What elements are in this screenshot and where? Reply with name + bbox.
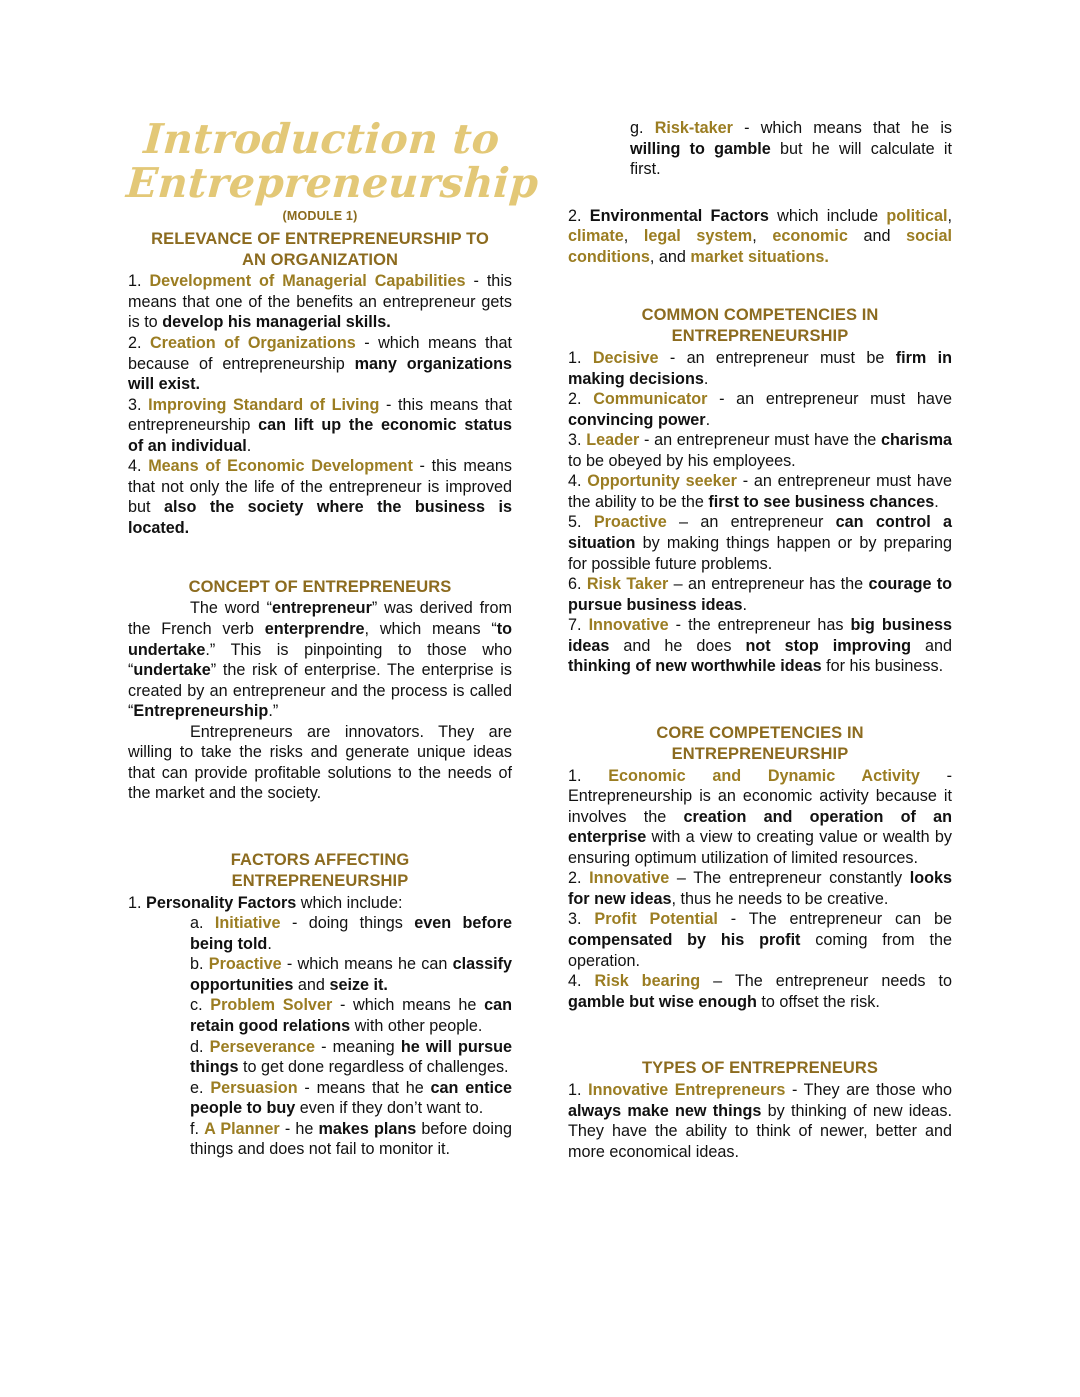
section-heading-factors <box>128 850 512 892</box>
list-item <box>128 456 512 538</box>
item-number: 3. <box>128 395 142 414</box>
section-heading-types: TYPES OF ENTREPRENEURS <box>642 1059 878 1078</box>
item-text-mid-2: and <box>911 636 952 655</box>
item-text: Entrepreneurship is an economic activity because it involves the <box>568 787 952 826</box>
item-dash: - <box>644 431 650 450</box>
item-term: Economic and Dynamic Activity <box>608 766 920 785</box>
item-text-tail: . <box>934 492 939 511</box>
item-term: Proactive <box>593 513 667 532</box>
list-item <box>128 395 512 457</box>
list-item <box>128 1119 512 1160</box>
item-text-tail: even if they don’t want to. <box>295 1099 484 1118</box>
section-heading-common-competencies <box>568 305 952 347</box>
item-term: Risk bearing <box>594 972 701 991</box>
item-term: Means of Economic Development <box>148 457 413 476</box>
item-text-tail: by thinking of new ideas. They have the ability to think of newer, better and more economical ideas. <box>568 1101 952 1161</box>
item-bold: he will pursue things <box>190 1037 512 1077</box>
item-bold-2: not stop improving <box>745 636 911 655</box>
item-text-tail: . <box>246 436 252 455</box>
item-text-tail: . <box>742 595 748 614</box>
item-term: Decisive <box>592 348 659 367</box>
list-item <box>128 913 512 954</box>
item-number: 7. <box>568 616 582 635</box>
title-block <box>124 115 540 223</box>
item-term-5: social conditions <box>568 227 953 266</box>
item-bold: convincing power <box>568 410 706 429</box>
list-item <box>568 430 952 471</box>
item-dash: - <box>946 766 953 785</box>
item-text: an entrepreneur must be <box>686 348 896 367</box>
item-bold: can entice people to buy <box>190 1078 513 1118</box>
heading-line-2: ENTREPRENEURSHIP <box>671 327 849 346</box>
list-item <box>568 512 952 574</box>
item-term: Risk Taker <box>586 575 669 594</box>
item-term: Creation of Organizations <box>149 333 356 352</box>
left-column <box>124 115 540 1162</box>
title-line-1: Introduction to <box>142 115 502 163</box>
list-item <box>568 348 952 389</box>
page-title <box>124 115 540 207</box>
item-dash: - <box>669 348 676 367</box>
item-bold: gamble but wise enough <box>568 992 757 1011</box>
item-dash: - <box>419 457 425 476</box>
item-term: Proactive <box>208 955 282 974</box>
item-letter: a. <box>190 914 204 933</box>
item-bold: many organizations will exist. <box>128 354 512 394</box>
list-item <box>128 995 512 1036</box>
item-bold: develop his managerial skills. <box>162 313 391 332</box>
item-dash: - <box>675 616 682 635</box>
list-item <box>568 868 952 909</box>
item-letter: g. <box>630 119 644 137</box>
item-bold: can retain good relations <box>190 996 513 1035</box>
item-letter: b. <box>190 955 204 974</box>
item-bold: charisma <box>880 431 953 450</box>
item-text: an entrepreneur must have the <box>654 431 881 450</box>
item-bold: always make new things <box>568 1101 762 1120</box>
item-dash: - <box>385 395 392 414</box>
item-number: 3. <box>568 910 582 929</box>
item-text: which means that because of entrepreneurship <box>128 333 513 373</box>
heading-line-1: COMMON COMPETENCIES IN <box>641 306 879 325</box>
item-text-tail: to get done regardless of challenges. <box>238 1058 509 1077</box>
item-text: which means he can <box>297 955 453 974</box>
item-bold: firm in making decisions <box>568 348 952 388</box>
item-letter: c. <box>190 996 203 1015</box>
item-number: 2. <box>568 206 582 225</box>
item-text-tail: to be obeyed by his employees. <box>568 451 796 470</box>
item-dash: – <box>673 575 683 594</box>
item-text: The entrepreneur can be <box>748 910 952 929</box>
item-text: this means that entrepreneurship <box>128 395 512 435</box>
item-dash: - <box>304 1078 310 1097</box>
item-number: 1. <box>128 893 142 912</box>
section-heading-relevance <box>128 229 512 271</box>
item-number: 1. <box>568 348 582 367</box>
item-bold: big business ideas <box>568 616 952 655</box>
list-item <box>568 574 952 615</box>
item-text: meaning <box>332 1037 401 1056</box>
item-number: 4. <box>568 972 582 991</box>
item-term: Risk-taker <box>654 119 733 137</box>
item-number: 2. <box>128 333 142 352</box>
item-bold: looks for new ideas <box>568 869 952 908</box>
list-item <box>128 1078 512 1119</box>
item-dash: - <box>339 996 346 1015</box>
list-item <box>568 1080 952 1162</box>
item-bold: even before being told <box>190 914 512 953</box>
item-number: 2. <box>568 390 582 409</box>
list-item <box>568 471 952 512</box>
item-number: 2. <box>568 869 582 888</box>
list-item <box>568 909 952 971</box>
list-item <box>568 971 952 1012</box>
item-dash: - <box>286 955 293 974</box>
item-bold: courage to pursue business ideas <box>568 575 953 614</box>
item-text-tail: with other people. <box>350 1016 483 1035</box>
item-text-tail: before doing things and does not fail to monitor it. <box>190 1119 512 1159</box>
item-term-6: market situations <box>690 247 825 266</box>
item-term: A Planner <box>204 1119 280 1138</box>
heading-line-2: ENTREPRENEURSHIP <box>671 744 849 763</box>
item-text: The entrepreneur needs to <box>734 972 952 991</box>
item-bold-3: thinking of new worthwhile ideas <box>568 657 822 676</box>
item-text-tail: . <box>705 410 711 429</box>
item-text-tail: by making things happen or by preparing for possible future problems. <box>568 534 952 573</box>
item-text-tail: with a view to creating value or wealth by ensuring optimum utilization of limited resources. <box>568 828 952 867</box>
item-dash: - <box>719 390 725 409</box>
item-text: which means he <box>353 996 485 1015</box>
item-dash: - <box>284 1119 291 1138</box>
item-text-tail: for his business. <box>821 657 944 676</box>
item-number: 3. <box>568 431 582 450</box>
heading-line-2: ENTREPRENEURSHIP <box>231 871 409 890</box>
item-number: 1. <box>568 1081 582 1100</box>
heading-line-1: CORE COMPETENCIES IN <box>656 723 864 742</box>
item-number: 5. <box>568 513 582 532</box>
item-bold-2: seize it. <box>329 975 388 994</box>
list-item <box>568 766 952 869</box>
list-item <box>568 615 952 677</box>
item-text: The entrepreneur constantly <box>693 869 910 888</box>
item-text: means that he <box>316 1078 431 1097</box>
item-dash: - <box>473 272 479 291</box>
list-item <box>568 118 952 180</box>
item-term: Innovative <box>589 869 670 888</box>
list-item <box>128 954 512 995</box>
item-term: Profit Potential <box>594 910 718 929</box>
item-text-tail: . <box>267 934 272 953</box>
section-heading-concept: CONCEPT OF ENTREPRENEURS <box>188 577 452 596</box>
item-dash: - <box>744 119 750 137</box>
item-tail: . <box>824 247 829 266</box>
item-text: doing things <box>308 914 415 933</box>
two-column-layout <box>124 115 953 1162</box>
item-text-tail: to offset the risk. <box>756 992 880 1011</box>
item-text: the entrepreneur has <box>688 616 851 635</box>
item-bold: also the society where the business is located. <box>128 498 512 538</box>
item-number: 4. <box>128 457 142 476</box>
item-term: Leader <box>586 431 640 450</box>
item-bold: makes plans <box>318 1119 417 1138</box>
item-term: Innovative Entrepreneurs <box>588 1081 786 1100</box>
item-number: 6. <box>568 575 582 594</box>
item-text: They are those who <box>803 1081 953 1100</box>
item-text-mid-1: and he does <box>609 636 746 655</box>
item-dash: – <box>713 972 723 991</box>
item-bold: compensated by his profit <box>568 931 801 949</box>
item-text-tail: coming from the operation. <box>568 931 952 970</box>
item-number: 4. <box>568 472 582 491</box>
item-text: he <box>295 1119 319 1138</box>
item-text: this means that not only the life of the entrepreneur is improved but <box>128 457 513 517</box>
item-letter: f. <box>190 1119 199 1138</box>
item-dash: – <box>679 513 689 532</box>
heading-line-1: FACTORS AFFECTING <box>230 851 410 869</box>
item-term: Communicator <box>593 390 708 409</box>
heading-line-2: AN ORGANIZATION <box>241 250 399 269</box>
item-term: Innovative <box>588 616 669 635</box>
item-term: Problem Solver <box>210 996 333 1015</box>
item-dash: - <box>730 910 737 929</box>
item-dash: - <box>791 1081 798 1100</box>
item-text: this means that one of the benefits an entrepreneur gets is to <box>128 272 513 332</box>
item-bold: Personality Factors <box>146 893 297 912</box>
item-bold: Environmental Factors <box>589 206 769 225</box>
item-bold: first to see business chances <box>708 492 935 511</box>
item-term-1: political <box>886 206 948 225</box>
item-bold: can control a situation <box>568 513 953 552</box>
list-item <box>128 333 512 395</box>
item-text-tail: but he will calculate it first. <box>630 139 952 179</box>
item-number: 1. <box>568 766 582 785</box>
section-heading-core-competencies <box>568 723 952 765</box>
list-item <box>128 893 512 914</box>
item-text: an entrepreneur must have the ability to be the <box>568 472 953 511</box>
item-term: Improving Standard of Living <box>148 395 380 414</box>
item-bold: can lift up the economic status of an individual <box>128 416 512 455</box>
item-text: an entrepreneur must have <box>736 390 953 409</box>
paragraph-concept-1: The word “entrepreneur” was derived from the French verb enterprendre, which means “to undertake.” This is pinpointing to those who “undertake” the risk of enterprise. The enterprise is created by an entrepreneur and the process is called “Entrepreneurship.” <box>128 599 512 721</box>
item-text: which include <box>768 206 887 225</box>
list-item <box>128 271 512 333</box>
module-label: (MODULE 1) <box>282 208 358 223</box>
heading-line-1: RELEVANCE OF ENTREPRENEURSHIP TO <box>151 229 489 248</box>
item-number: 1. <box>128 272 142 291</box>
list-item <box>128 1037 512 1078</box>
list-item <box>568 389 952 430</box>
item-bold: classify opportunities <box>190 955 513 994</box>
item-text-tail: , thus he needs to be creative. <box>671 889 889 908</box>
item-text: which means that he is <box>760 119 953 137</box>
item-letter: d. <box>190 1037 204 1056</box>
item-dash: – <box>676 869 686 888</box>
item-term-2: climate <box>568 227 624 246</box>
item-dash: - <box>742 472 749 491</box>
item-term: Perseverance <box>209 1037 315 1056</box>
list-item: 2. Environmental Factors which include political, climate, legal system, economic and social conditions, and market situations. <box>568 206 953 266</box>
item-term: Persuasion <box>210 1078 298 1097</box>
item-dash: - <box>321 1037 327 1056</box>
item-term-3: legal system <box>643 227 753 246</box>
item-text: which include: <box>296 893 403 912</box>
right-column <box>568 118 952 1162</box>
item-text: an entrepreneur has the <box>687 575 869 594</box>
item-term: Initiative <box>214 914 281 933</box>
item-text-tail: . <box>703 369 709 388</box>
item-dash: - <box>291 914 298 933</box>
item-bold: willing to gamble <box>630 139 771 158</box>
item-text-mid: and <box>293 975 330 994</box>
item-letter: e. <box>190 1078 204 1097</box>
item-text: an entrepreneur <box>700 513 836 532</box>
spacer <box>568 180 952 206</box>
item-joiner-1: and <box>847 227 907 246</box>
item-dash: - <box>364 333 370 352</box>
item-term-4: economic <box>772 227 848 246</box>
item-term: Opportunity seeker <box>587 472 737 491</box>
title-line-2: Entrepreneurship <box>124 158 540 207</box>
item-joiner-2: , and <box>649 247 691 266</box>
paragraph-concept-2: Entrepreneurs are innovators. They are willing to take the risks and generate unique ideas that can provide profitable solutions to the needs of the market and the society. <box>128 722 512 803</box>
item-bold: creation and operation of an enterprise <box>568 807 952 847</box>
item-term: Development of Managerial Capabilities <box>149 272 466 291</box>
